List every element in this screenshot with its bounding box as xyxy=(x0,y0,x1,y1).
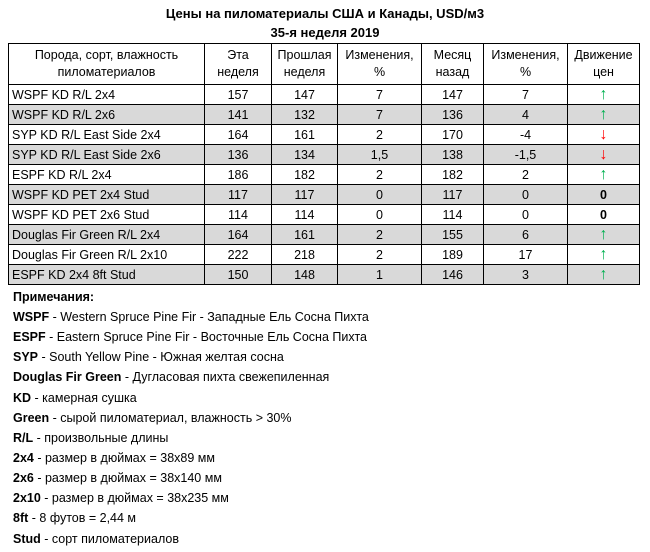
cell-trend xyxy=(568,205,640,225)
note-term: 2x6 xyxy=(13,471,34,486)
cell-name: SYP KD R/L East Side 2x4 xyxy=(9,125,205,145)
cell-last-week: 161 xyxy=(272,225,338,245)
cell-month-ago: 114 xyxy=(422,205,484,225)
cell-change-month: 6 xyxy=(484,225,568,245)
header-change-week: Изменения, % xyxy=(338,44,422,85)
trend-zero: 0 xyxy=(600,187,607,202)
cell-this-week: 136 xyxy=(205,145,272,165)
cell-trend xyxy=(568,225,640,245)
notes-section xyxy=(13,287,643,549)
cell-last-week: 132 xyxy=(272,105,338,125)
note-term: Douglas Fir Green xyxy=(13,370,122,385)
note-description: - размер в дюймах = 38x235 мм xyxy=(40,491,229,506)
cell-change-month: -1,5 xyxy=(484,145,568,165)
note-description: - Дугласовая пихта свежепиленная xyxy=(121,370,330,385)
header-change-month: Изменения, % xyxy=(484,44,568,85)
cell-change-month: -4 xyxy=(484,125,568,145)
arrow-up-icon: ↑ xyxy=(599,85,608,103)
cell-month-ago: 170 xyxy=(422,125,484,145)
cell-change-month: 17 xyxy=(484,245,568,265)
cell-change-month: 7 xyxy=(484,85,568,105)
note-term: Stud xyxy=(13,531,41,546)
table-row xyxy=(9,205,640,225)
table-row xyxy=(9,145,640,165)
note-line xyxy=(13,448,643,468)
note-line xyxy=(13,388,643,408)
cell-name: Douglas Fir Green R/L 2x4 xyxy=(9,225,205,245)
cell-this-week: 222 xyxy=(205,245,272,265)
cell-change-month: 3 xyxy=(484,265,568,285)
cell-change-week: 2 xyxy=(338,245,422,265)
table-row xyxy=(9,125,640,145)
note-term: 2x4 xyxy=(13,450,34,465)
page-title: Цены на пиломатериалы США и Канады, USD/м3 xyxy=(165,6,485,21)
cell-change-week: 1 xyxy=(338,265,422,285)
note-term: KD xyxy=(13,390,32,405)
table-row xyxy=(9,265,640,285)
note-line xyxy=(13,307,643,327)
cell-this-week: 150 xyxy=(205,265,272,285)
note-term: 8ft xyxy=(13,511,29,526)
cell-last-week: 147 xyxy=(272,85,338,105)
cell-this-week: 141 xyxy=(205,105,272,125)
note-line xyxy=(13,428,643,448)
cell-change-week: 2 xyxy=(338,125,422,145)
table-row xyxy=(9,105,640,125)
note-line xyxy=(13,508,643,528)
note-description: - 8 футов = 2,44 м xyxy=(28,511,137,526)
page-subtitle: 35-я неделя 2019 xyxy=(270,25,380,40)
cell-trend xyxy=(568,245,640,265)
cell-trend xyxy=(568,185,640,205)
cell-month-ago: 117 xyxy=(422,185,484,205)
cell-trend xyxy=(568,105,640,125)
note-line xyxy=(13,327,643,347)
table-row xyxy=(9,245,640,265)
table-header-row xyxy=(9,44,640,85)
note-description: - сорт пиломатериалов xyxy=(40,531,179,546)
cell-change-week: 7 xyxy=(338,85,422,105)
note-term: ESPF xyxy=(13,330,46,345)
note-line xyxy=(13,408,643,428)
price-table xyxy=(8,43,640,285)
cell-trend xyxy=(568,165,640,185)
cell-last-week: 114 xyxy=(272,205,338,225)
cell-month-ago: 155 xyxy=(422,225,484,245)
note-line xyxy=(13,529,643,549)
cell-month-ago: 189 xyxy=(422,245,484,265)
header-last-week: Прошлая неделя xyxy=(272,44,338,85)
note-term: R/L xyxy=(13,430,34,445)
header-month-ago: Месяц назад xyxy=(422,44,484,85)
note-description: - сырой пиломатериал, влажность > 30% xyxy=(49,410,292,425)
table-row xyxy=(9,85,640,105)
cell-name: WSPF KD R/L 2x4 xyxy=(9,85,205,105)
trend-zero: 0 xyxy=(600,207,607,222)
cell-change-week: 0 xyxy=(338,185,422,205)
note-description: - размер в дюймах = 38x89 мм xyxy=(33,450,215,465)
cell-this-week: 164 xyxy=(205,125,272,145)
cell-last-week: 161 xyxy=(272,125,338,145)
arrow-up-icon: ↑ xyxy=(599,165,608,183)
note-term: 2x10 xyxy=(13,491,41,506)
arrow-up-icon: ↑ xyxy=(599,225,608,243)
cell-change-week: 2 xyxy=(338,225,422,245)
note-term: Green xyxy=(13,410,50,425)
table-row xyxy=(9,165,640,185)
cell-this-week: 117 xyxy=(205,185,272,205)
cell-month-ago: 138 xyxy=(422,145,484,165)
cell-last-week: 148 xyxy=(272,265,338,285)
cell-name: Douglas Fir Green R/L 2x10 xyxy=(9,245,205,265)
arrow-down-icon: ↓ xyxy=(599,145,608,163)
note-line xyxy=(13,488,643,508)
cell-change-week: 2 xyxy=(338,165,422,185)
cell-name: WSPF KD R/L 2x6 xyxy=(9,105,205,125)
header-trend: Движение цен xyxy=(568,44,640,85)
cell-trend xyxy=(568,125,640,145)
cell-last-week: 134 xyxy=(272,145,338,165)
cell-change-week: 1,5 xyxy=(338,145,422,165)
cell-last-week: 117 xyxy=(272,185,338,205)
table-row xyxy=(9,225,640,245)
cell-last-week: 218 xyxy=(272,245,338,265)
table-row xyxy=(9,185,640,205)
cell-trend xyxy=(568,265,640,285)
arrow-up-icon: ↑ xyxy=(599,265,608,283)
cell-change-week: 7 xyxy=(338,105,422,125)
cell-name: ESPF KD 2x4 8ft Stud xyxy=(9,265,205,285)
cell-month-ago: 136 xyxy=(422,105,484,125)
cell-change-month: 0 xyxy=(484,185,568,205)
cell-name: WSPF KD PET 2x6 Stud xyxy=(9,205,205,225)
arrow-up-icon: ↑ xyxy=(599,105,608,123)
cell-name: SYP KD R/L East Side 2x6 xyxy=(9,145,205,165)
cell-this-week: 164 xyxy=(205,225,272,245)
cell-name: ESPF KD R/L 2x4 xyxy=(9,165,205,185)
note-term: SYP xyxy=(13,350,39,365)
note-description: - Eastern Spruce Pine Fir - Восточные Ель Сосна Пихта xyxy=(45,330,367,345)
notes-heading: Примечания: xyxy=(13,290,95,304)
note-line xyxy=(13,347,643,367)
cell-trend xyxy=(568,145,640,165)
arrow-down-icon: ↓ xyxy=(599,125,608,143)
cell-this-week: 186 xyxy=(205,165,272,185)
note-line xyxy=(13,468,643,488)
cell-change-month: 4 xyxy=(484,105,568,125)
note-description: - произвольные длины xyxy=(33,430,169,445)
header-this-week: Эта неделя xyxy=(205,44,272,85)
note-line xyxy=(13,367,643,387)
cell-month-ago: 182 xyxy=(422,165,484,185)
cell-change-month: 2 xyxy=(484,165,568,185)
cell-month-ago: 147 xyxy=(422,85,484,105)
note-description: - Western Spruce Pine Fir - Западные Ель Сосна Пихта xyxy=(49,310,369,324)
cell-this-week: 114 xyxy=(205,205,272,225)
cell-month-ago: 146 xyxy=(422,265,484,285)
cell-trend xyxy=(568,85,640,105)
note-term: WSPF xyxy=(13,310,50,324)
cell-change-week: 0 xyxy=(338,205,422,225)
note-description: - размер в дюймах = 38x140 мм xyxy=(33,471,222,486)
note-description: - камерная сушка xyxy=(31,390,137,405)
cell-last-week: 182 xyxy=(272,165,338,185)
cell-this-week: 157 xyxy=(205,85,272,105)
note-description: - South Yellow Pine - Южная желтая сосна xyxy=(38,350,284,365)
cell-change-month: 0 xyxy=(484,205,568,225)
cell-name: WSPF KD PET 2x4 Stud xyxy=(9,185,205,205)
header-species: Порода, сорт, влажность пиломатериалов xyxy=(9,44,205,85)
arrow-up-icon: ↑ xyxy=(599,245,608,263)
